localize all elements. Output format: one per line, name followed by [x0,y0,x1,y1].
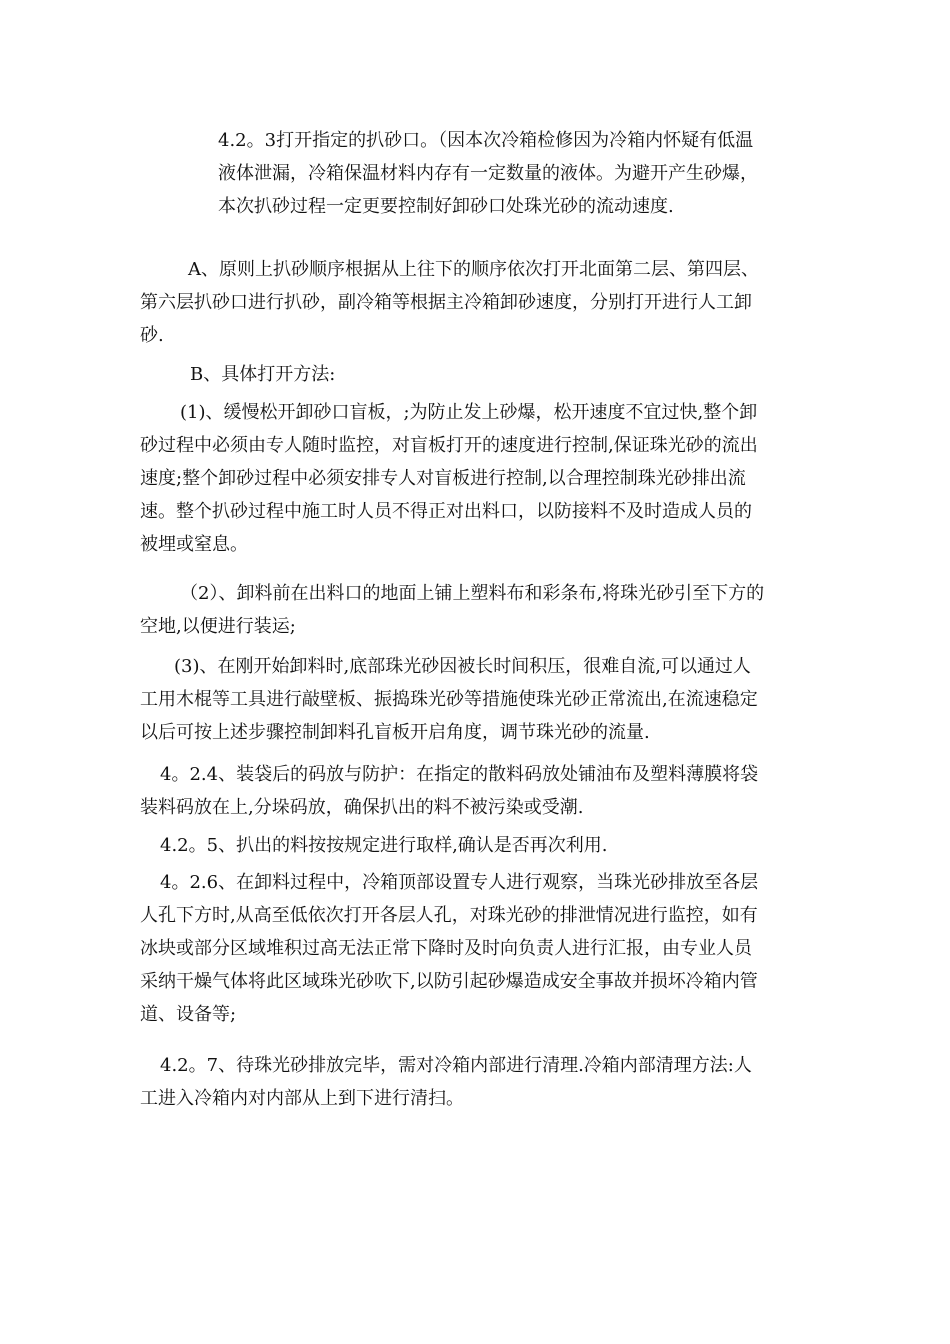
text-line: 4.2。5、扒出的料按按规定进行取样,确认是否再次利用. [160,835,608,856]
paragraph-3 [140,650,758,749]
text-line: A、原则上扒砂顺序根据从上往下的顺序依次打开北面第二层、第四层、 [188,259,759,280]
text-line: 采纳干燥气体将此区域珠光砂吹下,以防引起砂爆造成安全事故并损坏冷箱内管 [140,971,758,992]
text-line: 装料码放在上,分垛码放，确保扒出的料不被污染或受潮. [140,797,584,818]
text-line: 4。2.6、在卸料过程中，冷箱顶部设置专人进行观察，当珠光砂排放至各层 [160,872,759,893]
text-line: 4.2。3打开指定的扒砂口。（因本次冷箱检修因为冷箱内怀疑有低温 [218,130,754,151]
text-line: 砂过程中必须由专人随时监控，对盲板打开的速度进行控制,保证珠光砂的流出 [140,435,758,456]
text-line: 液体泄漏，冷箱保温材料内存有一定数量的液体。为避开产生砂爆， [218,163,758,184]
paragraph-2 [140,577,764,643]
text-line: 人孔下方时,从高至低依次打开各层人孔，对珠光砂的排泄情况进行监控，如有 [140,905,758,926]
paragraph-a [140,253,759,352]
paragraph-4-2-7 [140,1049,752,1115]
text-line: 道、设备等; [140,1004,237,1025]
text-line: 空地,以便进行装运; [140,616,296,637]
paragraph-4-2-3 [218,124,758,223]
text-line: 本次扒砂过程一定更要控制好卸砂口处珠光砂的流动速度. [218,196,674,217]
text-line: 工进入冷箱内对内部从上到下进行清扫。 [140,1088,464,1109]
text-line: （2）、卸料前在出料口的地面上铺上塑料布和彩条布,将珠光砂引至下方的 [180,583,765,604]
text-line: 以后可按上述步骤控制卸料孔盲板开启角度，调节珠光砂的流量. [140,722,650,743]
text-line: 砂. [140,325,164,346]
paragraph-4-2-4 [140,758,758,824]
text-line: 4。2.4、装袋后的码放与防护：在指定的散料码放处铺油布及塑料薄膜将袋 [160,764,759,785]
paragraph-b [190,358,335,391]
text-line: 工用木棍等工具进行敲壁板、振捣珠光砂等措施使珠光砂正常流出,在流速稳定 [140,689,758,710]
text-line: (1)、缓慢松开卸砂口盲板，;为防止发上砂爆，松开速度不宜过快,整个卸 [180,402,758,423]
text-line: B、具体打开方法: [190,364,336,385]
paragraph-1 [140,396,758,561]
paragraph-4-2-6 [140,866,758,1031]
text-line: 速度;整个卸砂过程中必须安排专人对盲板进行控制,以合理控制珠光砂排出流 [140,468,746,489]
text-line: 第六层扒砂口进行扒砂，副冷箱等根据主冷箱卸砂速度，分别打开进行人工卸 [140,292,752,313]
text-line: 冰块或部分区域堆积过高无法正常下降时及时向负责人进行汇报，由专业人员 [140,938,752,959]
text-line: 速。整个扒砂过程中施工时人员不得正对出料口，以防接料不及时造成人员的 [140,501,752,522]
paragraph-4-2-5 [160,829,608,862]
text-line: 4.2。7、待珠光砂排放完毕，需对冷箱内部进行清理.冷箱内部清理方法:人 [160,1055,752,1076]
text-line: 被埋或窒息。 [140,534,248,555]
text-line: (3)、在刚开始卸料时,底部珠光砂因被长时间积压，很难自流,可以通过人 [174,656,751,677]
